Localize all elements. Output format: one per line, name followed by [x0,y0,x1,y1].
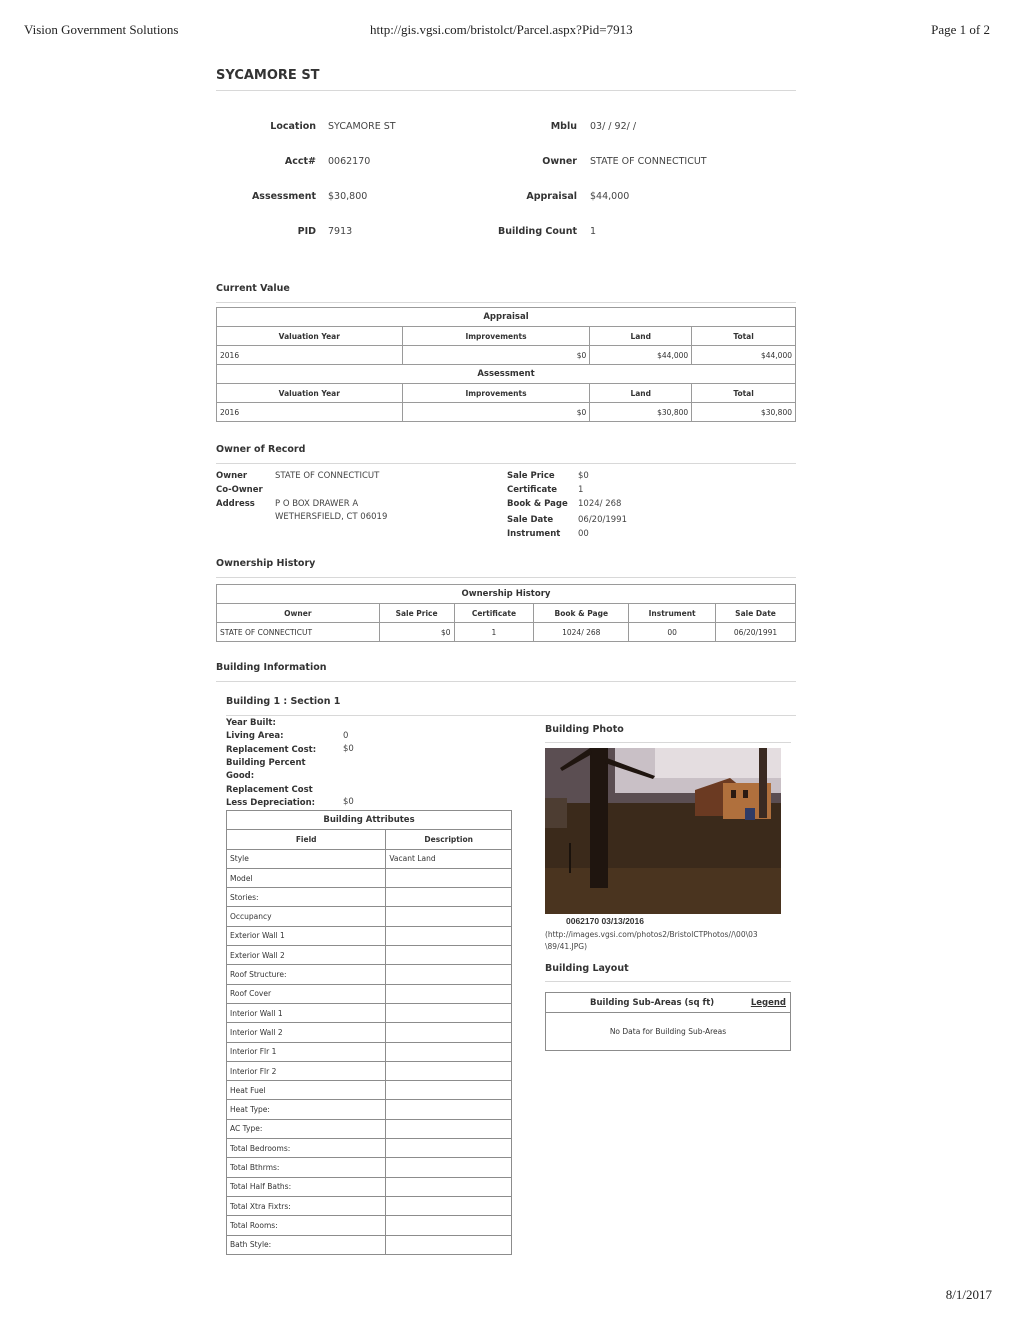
attribute-field: Heat Type: [227,1100,386,1119]
page-title: SYCAMORE ST [216,68,320,83]
attribute-field: Total Bthrms: [227,1158,386,1177]
attribute-description [386,888,512,907]
parcel-page [216,68,796,716]
photo-caption: 0062170 03/13/2016 [566,916,644,926]
attribute-description [386,1081,512,1100]
table-row [227,1023,512,1042]
attribute-field: Exterior Wall 2 [227,946,386,965]
summary-row-3 [216,191,796,205]
percent-good-label-line2: Good: [226,771,255,782]
living-area-label: Living Area: [226,731,284,742]
building-information-divider [216,681,796,682]
column-header: Valuation Year [217,327,403,346]
table-row [227,946,512,965]
attribute-description [386,946,512,965]
print-header-page: Page 1 of 2 [931,22,990,37]
building-details [226,717,426,812]
mblu-label: Mblu [550,121,577,132]
address-label: Address [216,499,255,509]
table-row [227,888,512,907]
print-footer-date: 8/1/2017 [945,1287,992,1302]
assessment-caption: Assessment [217,365,796,384]
history-sale-date: 06/20/1991 [716,623,796,642]
parcel-summary [216,91,796,251]
attribute-field: Bath Style: [227,1235,386,1254]
current-value-divider [216,302,796,303]
attribute-description [386,1196,512,1215]
building-sub-areas-table [545,992,791,1051]
attribute-field: Interior Flr 2 [227,1061,386,1080]
attribute-description [386,984,512,1003]
building-photo[interactable] [545,748,781,914]
current-value-table [216,307,796,422]
valuation-year: 2016 [217,346,403,365]
attribute-field: Interior Flr 1 [227,1042,386,1061]
address-line2: WETHERSFIELD, CT 06019 [275,512,388,522]
appraisal-caption: Appraisal [217,308,796,327]
book-page-label: Book & Page [507,499,568,509]
replacement-cost-value: $0 [343,744,354,754]
ownership-history-title: Ownership History [216,558,316,569]
pid-value: 7913 [328,226,353,237]
table-row [227,1042,512,1061]
table-row [217,346,796,365]
attribute-description [386,868,512,887]
ownership-history-divider [216,577,796,578]
living-area-value: 0 [343,731,349,741]
sale-price-label: Sale Price [507,471,555,481]
attribute-description [386,1216,512,1235]
attribute-description [386,1235,512,1254]
ownership-history-caption: Ownership History [217,585,796,604]
attribute-field: Occupancy [227,907,386,926]
photo-path-line1: (http://images.vgsi.com/photos2/BristolCTPhotos//\00\03 [545,930,758,939]
book-page-value: 1024/ 268 [578,499,622,509]
column-header: Improvements [402,384,590,403]
summary-row-4 [216,226,796,240]
legend-link[interactable]: Legend [750,998,786,1008]
assessment-header-row [217,384,796,403]
pid-label: PID [297,226,316,237]
year-built-label: Year Built: [226,718,276,728]
land-value: $30,800 [590,403,692,422]
instrument-label: Instrument [507,529,561,539]
column-header: Land [590,384,692,403]
table-row [227,1158,512,1177]
address-line1: P O BOX DRAWER A [275,499,359,509]
column-header: Certificate [454,604,534,623]
certificate-value: 1 [578,485,584,495]
sale-date-label: Sale Date [507,515,554,525]
table-row [227,907,512,926]
current-value-title: Current Value [216,283,290,294]
history-sale-price: $0 [379,623,454,642]
column-header: Improvements [402,327,590,346]
column-header: Land [590,327,692,346]
building-photo-divider [545,742,791,743]
valuation-year: 2016 [217,403,403,422]
table-row [227,1196,512,1215]
attribute-field: Roof Cover [227,984,386,1003]
column-header: Instrument [629,604,716,623]
building-attributes-caption: Building Attributes [227,811,512,830]
sub-areas-title: Building Sub-Areas (sq ft) [590,998,715,1008]
photo-path-line2: \89/41.JPG) [545,942,587,951]
co-owner-label: Co-Owner [216,485,263,495]
attribute-description [386,965,512,984]
sale-price-value: $0 [578,471,589,481]
attribute-field: Total Xtra Fixtrs: [227,1196,386,1215]
column-header: Owner [217,604,380,623]
table-row [227,1216,512,1235]
percent-good-label-line1: Building Percent [226,757,306,768]
total-value: $44,000 [692,346,796,365]
attribute-field: Stories: [227,888,386,907]
column-header: Total [692,384,796,403]
table-row [217,623,796,642]
table-row [227,868,512,887]
table-row [227,1003,512,1022]
attribute-description [386,1177,512,1196]
location-label: Location [270,121,316,132]
acct-label: Acct# [284,156,316,167]
attribute-description [386,1003,512,1022]
building-information-title: Building Information [216,662,327,673]
attribute-field: Exterior Wall 1 [227,926,386,945]
table-row [227,926,512,945]
attribute-field: Interior Wall 2 [227,1023,386,1042]
instrument-value: 00 [578,529,589,539]
rcld-label-line2: Less Depreciation: [226,797,316,808]
acct-value: 0062170 [328,156,371,167]
table-row [217,403,796,422]
summary-row-1 [216,121,796,135]
building-attributes-table [226,810,512,1255]
building-attributes-wrapper [226,810,512,1255]
attribute-field: AC Type: [227,1119,386,1138]
mblu-value: 03/ / 92/ / [590,121,637,132]
attribute-description [386,1042,512,1061]
table-row [227,1235,512,1254]
rcld-label-line1: Replacement Cost [226,784,313,795]
attribute-field: Heat Fuel [227,1081,386,1100]
improvements-value: $0 [402,403,590,422]
history-owner: STATE OF CONNECTICUT [217,623,380,642]
attribute-description: Vacant Land [386,849,512,868]
appraisal-label: Appraisal [526,191,577,202]
improvements-value: $0 [402,346,590,365]
location-value: SYCAMORE ST [328,121,396,132]
column-header: Sale Date [716,604,796,623]
print-header-url: http://gis.vgsi.com/bristolct/Parcel.aspx?Pid=7913 [370,22,633,37]
owner-label: Owner [542,156,577,167]
building-layout-title: Building Layout [545,963,629,974]
attribute-description [386,1100,512,1119]
attribute-description [386,1119,512,1138]
building-section-title: Building 1 : Section 1 [226,696,341,707]
owner-of-record [216,464,796,544]
building-count-label: Building Count [497,226,577,237]
print-header [0,22,1020,42]
certificate-label: Certificate [507,485,558,495]
building-layout-divider [545,981,791,982]
ownership-history-header-row [217,604,796,623]
attribute-description [386,1139,512,1158]
history-instrument: 00 [629,623,716,642]
history-book-page: 1024/ 268 [534,623,629,642]
building-section-divider [226,715,796,716]
table-row [227,1177,512,1196]
attribute-description [386,1061,512,1080]
print-header-source: Vision Government Solutions [24,22,179,37]
column-header: Valuation Year [217,384,403,403]
attribute-field: Interior Wall 1 [227,1003,386,1022]
sale-date-value: 06/20/1991 [578,515,627,525]
ownership-history-table [216,584,796,642]
building-count-value: 1 [590,226,597,237]
table-row [227,1100,512,1119]
attribute-description [386,1158,512,1177]
summary-row-2 [216,156,796,170]
table-row [227,1119,512,1138]
building-attributes-header-row [227,830,512,849]
table-row [227,965,512,984]
table-row [227,1061,512,1080]
rcld-value: $0 [343,797,354,807]
total-value: $30,800 [692,403,796,422]
building-photo-title: Building Photo [545,724,624,735]
owner-value: STATE OF CONNECTICUT [275,471,380,481]
land-value: $44,000 [590,346,692,365]
assessment-value: $30,800 [328,191,368,202]
owner-value: STATE OF CONNECTICUT [590,156,707,167]
table-row [227,984,512,1003]
column-header: Sale Price [379,604,454,623]
column-header: Book & Page [534,604,629,623]
owner-label: Owner [216,471,248,481]
replacement-cost-label: Replacement Cost: [226,744,317,755]
column-header: Description [386,830,512,849]
attribute-description [386,926,512,945]
assessment-label: Assessment [251,191,316,202]
photo-path [545,929,758,953]
sub-areas-header [546,993,790,1013]
attribute-description [386,1023,512,1042]
attribute-description [386,907,512,926]
table-row [227,1081,512,1100]
attribute-field: Style [227,849,386,868]
column-header: Field [227,830,386,849]
owner-of-record-title: Owner of Record [216,444,306,455]
attribute-field: Model [227,868,386,887]
attribute-field: Total Bedrooms: [227,1139,386,1158]
table-row [227,1139,512,1158]
building-attributes-body [227,849,512,1254]
building-photo-image [545,748,781,914]
appraisal-header-row [217,327,796,346]
attribute-field: Total Half Baths: [227,1177,386,1196]
history-certificate: 1 [454,623,534,642]
column-header: Total [692,327,796,346]
attribute-field: Total Rooms: [227,1216,386,1235]
sub-areas-empty-message: No Data for Building Sub-Areas [609,1027,727,1036]
table-row [227,849,512,868]
attribute-field: Roof Structure: [227,965,386,984]
appraisal-value: $44,000 [590,191,630,202]
